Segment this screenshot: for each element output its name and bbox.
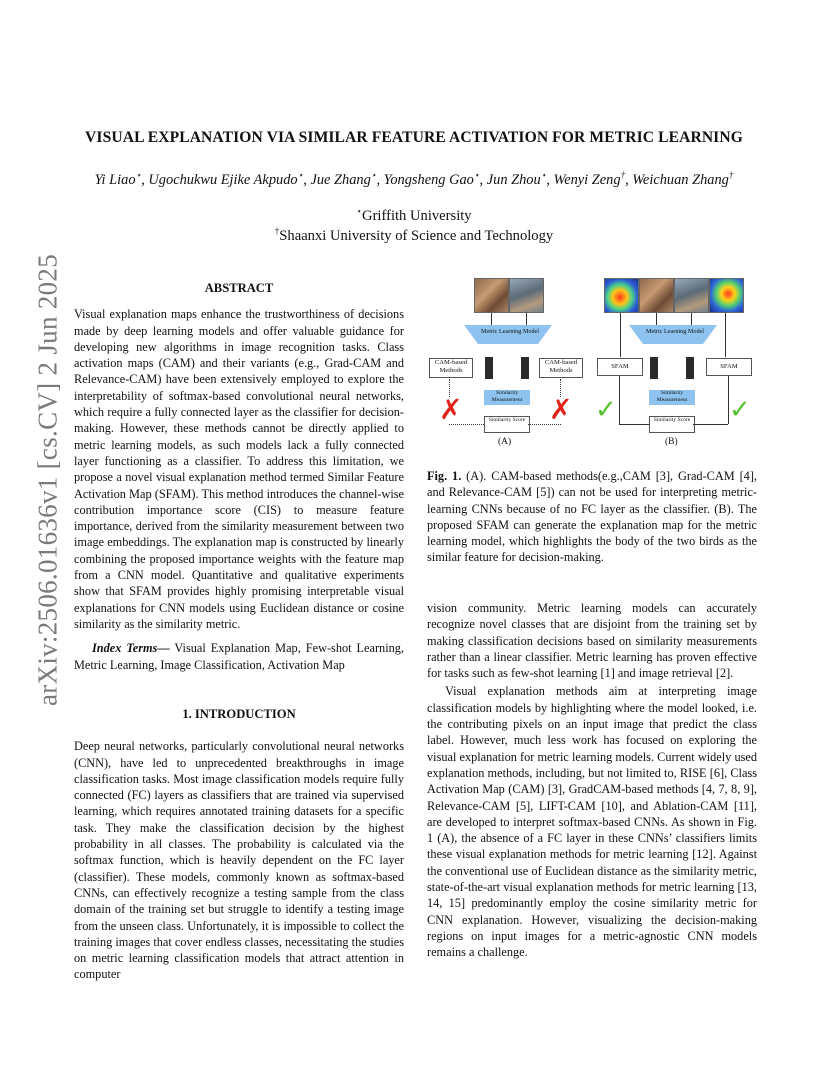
similarity-score-box: Similarity Score [649, 416, 695, 433]
embedding-bar [650, 357, 658, 379]
index-terms [74, 640, 404, 673]
author-affiliation-mark: ⋆ [370, 170, 377, 180]
abstract-heading: ABSTRACT [204, 281, 274, 295]
introduction-heading: 1. INTRODUCTION [182, 707, 296, 721]
abstract-section [74, 280, 404, 673]
input-image-bird-2 [674, 278, 709, 313]
affiliation-mark: † [274, 226, 280, 236]
author-name: Yi Liao [94, 171, 136, 188]
cam-methods-box-left: CAM-based Methods [429, 358, 473, 378]
author-name: Jue Zhang [310, 171, 371, 188]
author-affiliation-mark: ⋆ [540, 170, 547, 180]
arrow-line [656, 313, 657, 325]
author-list: Yi Liao⋆, Ugochukwu Ejike Akpudo⋆, Jue Zhang⋆, Yongsheng Gao⋆, Jun Zhou⋆, Wenyi Zeng†, Weichuan Zhang† [94, 170, 734, 188]
arrow-line [526, 313, 527, 325]
panel-b-label: (B) [665, 437, 678, 447]
author-affiliation-mark: ⋆ [135, 170, 142, 180]
author-name: Weichuan Zhang [632, 171, 729, 188]
author-affiliation-mark: ⋆ [473, 170, 480, 180]
sfam-box-right: SFAM [706, 358, 752, 376]
metric-learning-model-label: Metric Learning Model [480, 328, 540, 335]
green-check-icon: ✓ [595, 395, 617, 425]
author-affiliation-mark: ⋆ [297, 170, 304, 180]
figure-1 [427, 275, 762, 450]
connector-line [619, 424, 649, 425]
red-cross-icon: ✗ [439, 393, 463, 426]
metric-learning-model-label: Metric Learning Model [645, 328, 705, 335]
affiliation-name: Shaanxi University of Science and Technology [279, 227, 554, 244]
explanation-map-1 [604, 278, 639, 313]
explanation-map-2 [709, 278, 744, 313]
affiliation-mark: ⋆ [356, 206, 363, 216]
input-image-bird-1 [639, 278, 674, 313]
affiliation-2 [0, 226, 828, 245]
cam-methods-box-right: CAM-based Methods [539, 358, 583, 378]
figure-caption-label: Fig. 1. [427, 469, 462, 483]
author-affiliation-mark: † [728, 170, 734, 180]
red-cross-icon: ✗ [549, 393, 573, 426]
green-check-icon: ✓ [729, 395, 751, 425]
panel-a-label: (A) [498, 437, 512, 447]
sfam-box-left: SFAM [597, 358, 643, 376]
arrow-line [725, 313, 726, 357]
connector-line [693, 424, 728, 425]
affiliation-name: Griffith University [362, 207, 472, 224]
embedding-bar [686, 357, 694, 379]
embedding-bar [485, 357, 493, 379]
figure-caption-text: (A). CAM-based methods(e.g.,CAM [3], Grad-CAM [4], and Relevance-CAM [5]) can not be used for interpreting metric-learning CNNs because of no FC layer as the classifier. (B). The proposed SFAM can generate the explanation map for the metric learning model, which highlights the body of the two birds as the similar feature for decision-making. [427, 469, 757, 565]
introduction-paragraph-1-continued: vision community. Metric learning models can accurately recognize novel classes that are disjoint from the training set by making classification decisions based on similarity measurements rather than a linear classifier. Metric learning has proven effective for tasks such as few-shot learning [1] and image retrieval [2]. [427, 601, 757, 681]
author-name: Wenyi Zeng [553, 171, 621, 188]
author-name: Jun Zhou [486, 171, 541, 188]
connector-line [619, 376, 620, 424]
author-affiliation-mark: † [620, 170, 626, 180]
paper-title: VISUAL EXPLANATION VIA SIMILAR FEATURE ACTIVATION FOR METRIC LEARNING [85, 129, 743, 146]
similarity-measurement-box: Similarity Measurement [484, 390, 530, 405]
figure-caption [427, 468, 757, 566]
input-image-bird-2 [509, 278, 544, 313]
index-terms-label: Index Terms— [92, 641, 170, 656]
introduction-section [74, 706, 404, 983]
author-name: Ugochukwu Ejike Akpudo [148, 171, 298, 188]
introduction-paragraph-1: Deep neural networks, particularly convolutional neural networks (CNN), have led to unprecedented breakthroughs in image classification tasks. Most image classification models require fully connected (FC) layers as classifiers that are trained via supervised learning, which requires annotated training datasets for a specific task. They make the classification decision by the highest probability in all classes. The probability is calculated via the softmax function, which is heavily dependent on the FC layer (classifier). These models, commonly known as softmax-based CNNs, can effectively recognize a testing sample from the class domain of the training set but struggle to identify a testing image from the unseen class. Unfortunately, it is impossible to collect the training images that cover endless classes, necessitating the studies on metric learning classification models that attract attention in computer [74, 739, 404, 982]
affiliation-1 [0, 206, 828, 225]
input-image-bird-1 [474, 278, 509, 313]
embedding-bar [521, 357, 529, 379]
author-name: Yongsheng Gao [383, 171, 474, 188]
similarity-score-box: Similarity Score [484, 416, 530, 433]
introduction-continued [427, 600, 757, 961]
index-terms-text: Visual Explanation Map, Few-shot Learning, Metric Learning, Image Classification, Activation Map [74, 641, 404, 672]
arxiv-side-stamp: arXiv:2506.01636v1 [cs.CV] 2 Jun 2025 [32, 253, 63, 707]
similarity-measurement-box: Similarity Measurement [649, 390, 695, 405]
introduction-paragraph-2: Visual explanation methods aim at interpreting image classification models by highlighting where the model looked, i.e. the contributing pixels on an input image that predict the class label. However, much less work has focused on exploring the visual explanation for metric learning models. Current widely used explanation methods, including, but not limited to, RISE [6], Class Activation Map (CAM) [3], GradCAM-based methods [4, 7, 8, 9], Relevance-CAM [5], LIFT-CAM [10], and Ablation-CAM [11], are developed to interpret softmax-based CNNs. As shown in Fig. 1 (A), the absence of a FC layer in these CNNs’ classifiers limits these visual explanation methods for metric learning [12]. Against the conventional use of Euclidean distance as the similarity metric, state-of-the-art visual explanation methods for metric learning [13, 14, 15] predominantly employ the cosine similarity metric for CNN explanation. However, visualizing the decision-making regions on input images for a metric-agnostic CNN models remains a challenge. [427, 684, 757, 960]
abstract-text: Visual explanation maps enhance the trustworthiness of decisions made by deep learning models and offer valuable guidance for developing new algorithms in image recognition tasks. Class activation maps (CAM) and their variants (e.g., Grad-CAM and Relevance-CAM) have been extensively employed to explore the interpretability of softmax-based convolutional neural networks, which require a fully connected layer as the classifier for decision-making. However, these methods cannot be directly applied to metric learning models, as such models lack a fully connected layer functioning as a classifier. To address this limitation, we propose a novel visual explanation method termed Similar Feature Activation Map (SFAM). This method introduces the channel-wise contribution importance score (CIS) to measure feature importance, derived from the similarity measurement between two image embeddings. The explanation map is constructed by linearly combining the proposed importance weights with the feature map from a CNN model. Quantitative and qualitative experiments show that SFAM provides highly promising interpretable visual explanations for CNN models using Euclidean distance or cosine similarity as the similarity metric. [74, 307, 404, 631]
arrow-line [491, 313, 492, 325]
arrow-line [620, 313, 621, 357]
arrow-line [691, 313, 692, 325]
